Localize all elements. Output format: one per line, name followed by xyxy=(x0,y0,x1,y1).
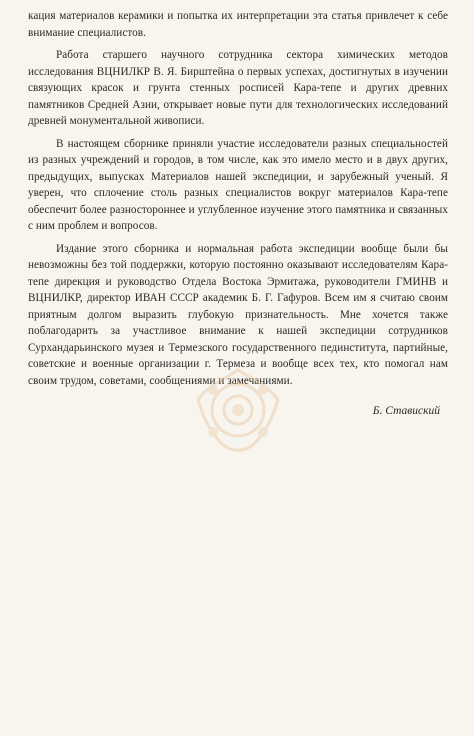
rosette-ornament-icon xyxy=(183,360,293,460)
paragraph-1: кация материалов керамики и попытка их интерпретации эта статья привлечет к себе внимание специалистов. xyxy=(28,10,448,39)
author-signature: Б. Ставиский xyxy=(372,405,440,417)
paragraph-2: Работа старшего научного сотрудника сектора химических методов исследования ВЦНИЛКР В. Я. Бирштейна о первых успехах, достигнутых в изучении связующих красок и грунта стенных росписей Кара-тепе и других древних памятников Средней Азии, открывает новые пути для технологических исследований древней монументальной живописи. xyxy=(28,49,448,127)
document-page xyxy=(28,8,448,417)
paragraph-4: Издание этого сборника и нормальная работа экспедиции вообще были бы невозможны без той поддержки, которую постоянно оказывают исследователям Кара-тепе дирекция и руководство Отдела Востока Эрмитажа, руководители ГМИНВ и ВЦНИЛКР, директор ИВАН СССР академик Б. Г. Гафуров. Всем им я считаю своим приятным долгом выразить глубокую признательность. Мне хочется также поблагодарить за участливое внимание к нашей экспедиции сотрудников Сурхандарьинского музея и Термезского государственного пединститута, партийные, советские и военные организации г. Термеза и вообще всех тех, кто помогал нам своим трудом, советами, сообщениями и замечаниями. xyxy=(28,242,448,387)
paragraph-3: В настоящем сборнике приняли участие исследователи разных специальностей из разных учреждений и городов, в том числе, как это имело место и в двух других, предыдущих, выпусках Материалов нашей экспедиции, и зарубежный ученый. Я уверен, что сплочение столь разных специалистов вокруг материалов Кара-тепе обеспечит более разностороннее и углубленное изучение этого памятника и связанных с ним проблем и вопросов. xyxy=(28,137,448,232)
